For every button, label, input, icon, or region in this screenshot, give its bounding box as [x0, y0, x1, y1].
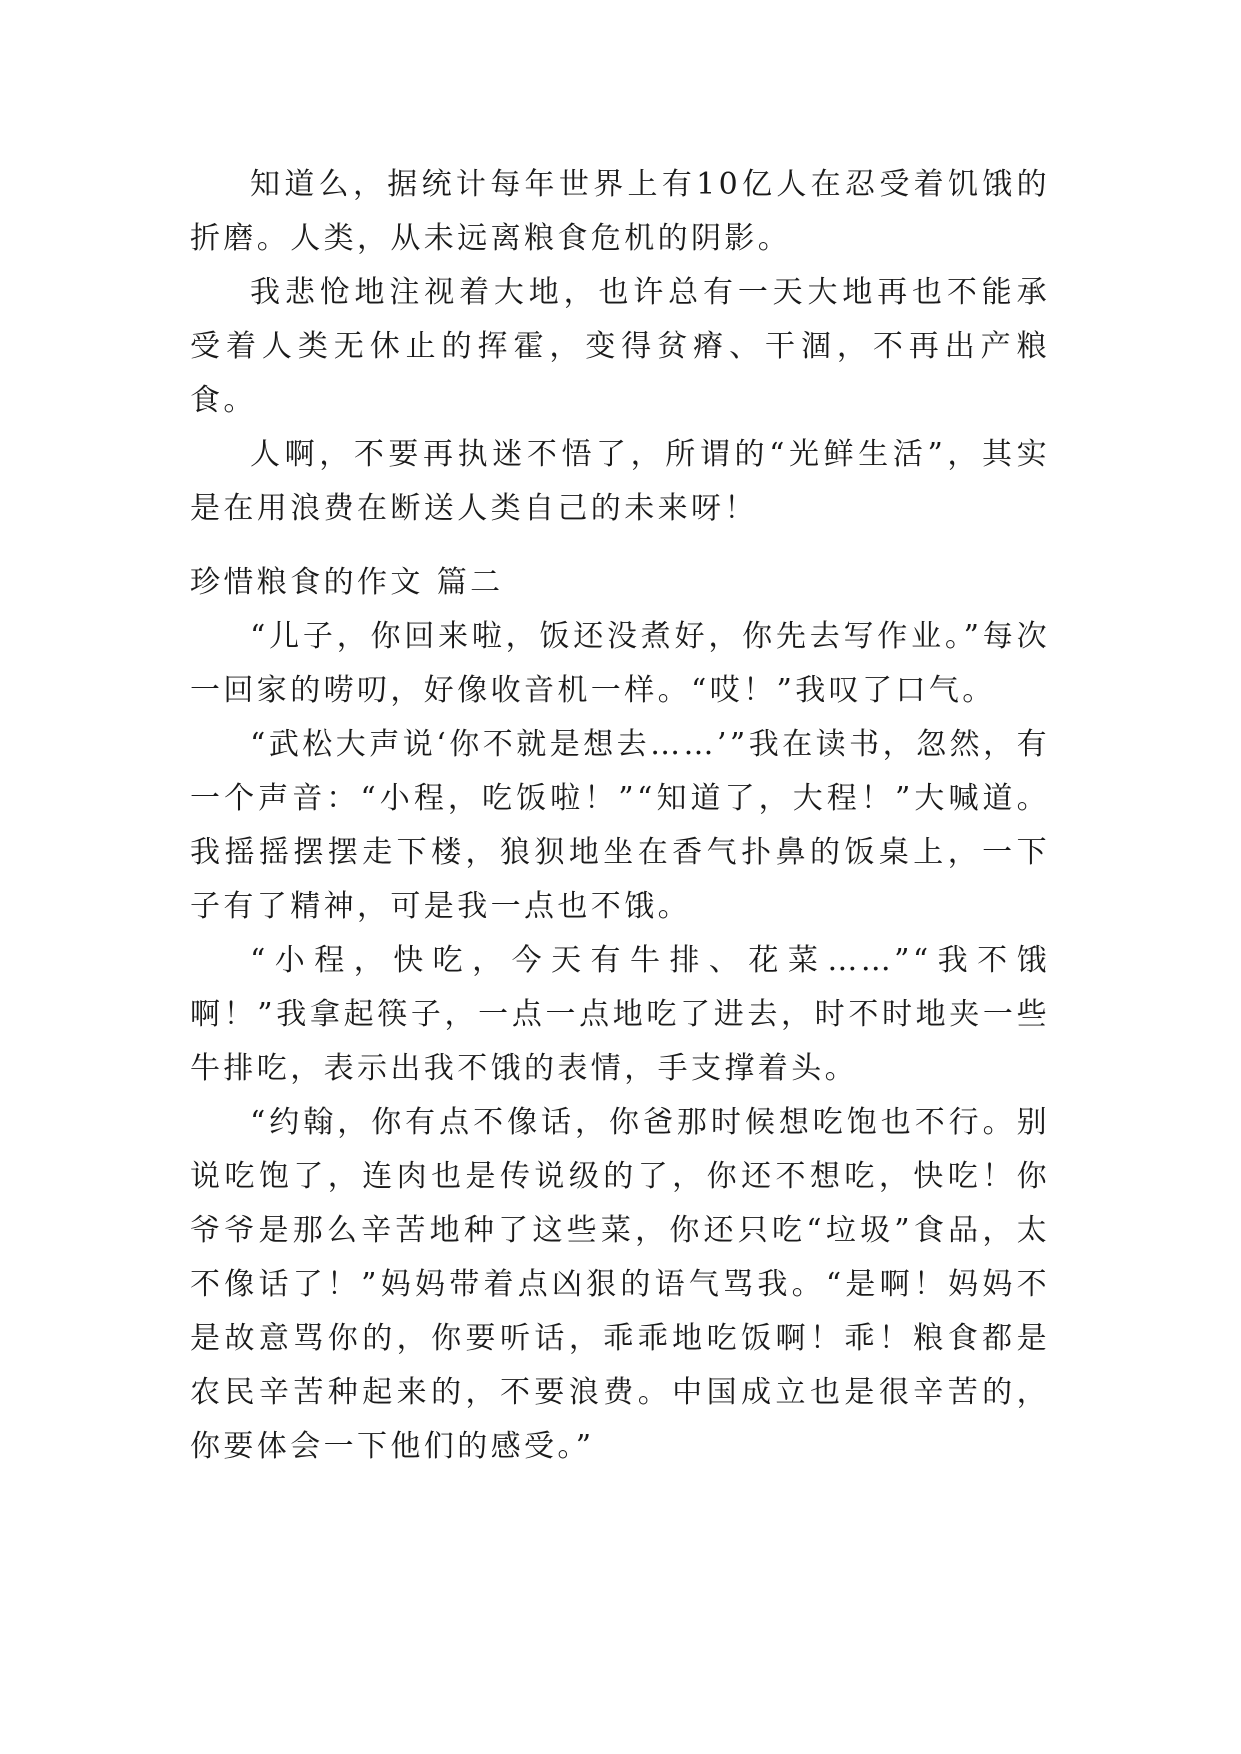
paragraph: 我悲怆地注视着大地，也许总有一天大地再也不能承受着人类无休止的挥霍，变得贫瘠、干涸，不再出产粮食。 — [190, 275, 1050, 418]
paragraph: “武松大声说‘你不就是想去……’”我在读书，忽然，有一个声音：“小程，吃饭啦！”“知道了，大程！”大喊道。我摇摇摆摆走下楼，狼狈地坐在香气扑鼻的饭桌上，一下子有了精神，可是我一点也不饿。 — [190, 727, 1050, 924]
paragraph: “儿子，你回来啦，饭还没煮好，你先去写作业。”每次一回家的唠叨，好像收音机一样。“哎！”我叹了口气。 — [190, 619, 1050, 708]
essay-part-two — [190, 556, 1050, 1474]
paragraph: 人啊，不要再执迷不悟了，所谓的“光鲜生活”，其实是在用浪费在断送人类自己的未来呀！ — [190, 437, 1050, 526]
paragraph: “约翰，你有点不像话，你爸那时候想吃饱也不行。别说吃饱了，连肉也是传说级的了，你还不想吃，快吃！你爷爷是那么辛苦地种了这些菜，你还只吃“垃圾”食品，太不像话了！”妈妈带着点凶狠的语气骂我。“是啊！妈妈不是故意骂你的，你要听话，乖乖地吃饭啊！乖！粮食都是农民辛苦种起来的，不要浪费。中国成立也是很辛苦的，你要体会一下他们的感受。” — [190, 1105, 1050, 1464]
section-heading: 珍惜粮食的作文 篇二 — [190, 565, 504, 600]
paragraph: 知道么，据统计每年世界上有10亿人在忍受着饥饿的折磨。人类，从未远离粮食危机的阴影。 — [190, 167, 1050, 256]
essay-part-one — [190, 158, 1050, 536]
paragraph: “小程，快吃，今天有牛排、花菜……”“我不饿啊！”我拿起筷子，一点一点地吃了进去，时不时地夹一些牛排吃，表示出我不饿的表情，手支撑着头。 — [190, 943, 1050, 1086]
